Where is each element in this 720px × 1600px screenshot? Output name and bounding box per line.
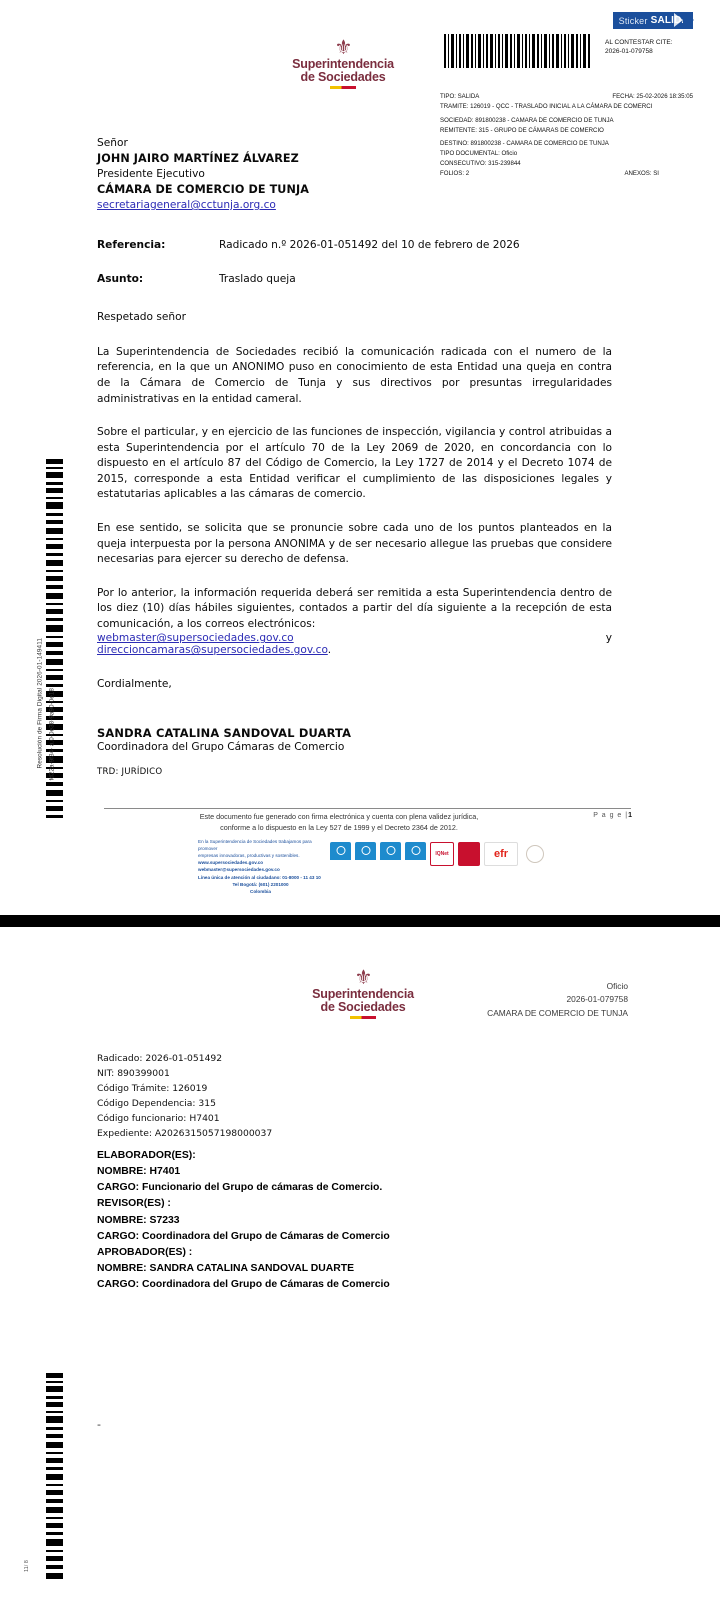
- digital-signature-stamp: [18, 455, 64, 825]
- sticker-sociedad: SOCIEDAD: 891800238 - CAMARA DE COMERCIO DE TUNJA: [440, 116, 614, 124]
- signoff-elaborador-label: ELABORADOR(ES):: [97, 1150, 196, 1161]
- reference-value: Radicado n.º 2026-01-051492 del 10 de febrero de 2026: [219, 238, 520, 251]
- logo-color-bar: [330, 86, 356, 89]
- page2-corner-code: 11/ 8: [24, 1560, 30, 1572]
- supersociedades-logo: [268, 38, 418, 89]
- meta-codigo-dependencia: Código Dependencia: 315: [97, 1097, 216, 1109]
- sticker-fecha: FECHA: 25-02-2026 18:35:05: [612, 93, 693, 100]
- signoff-revisor-nombre: NOMBRE: S7233: [97, 1214, 180, 1226]
- page2-doc-kind: Oficio: [606, 981, 628, 991]
- certification-seal-3-icon: [380, 842, 401, 866]
- sticker-tab: [613, 12, 693, 29]
- al-contestar-cite: [605, 38, 691, 57]
- page2-dash-marker: -: [97, 1418, 101, 1431]
- addressee-name: JOHN JAIRO MARTÍNEZ ÁLVAREZ: [97, 152, 299, 166]
- page-label: P a g e: [593, 812, 623, 819]
- icontec-seal-icon: [458, 842, 480, 866]
- signoff-aprobador-cargo: CARGO: Coordinadora del Grupo de Cámaras de Comercio: [97, 1279, 390, 1290]
- logo-line-2-page2: de Sociedades: [320, 1000, 406, 1015]
- page-separator: |: [625, 812, 629, 819]
- chevron-right-inner-icon: [674, 13, 683, 27]
- logo-line-2: de Sociedades: [300, 70, 386, 85]
- contact-email-1-link[interactable]: webmaster@supersociedades.gov.co: [97, 632, 294, 645]
- addressee-email-link[interactable]: secretariageneral@cctunja.org.co: [97, 198, 276, 211]
- emails-conjunction: y: [605, 632, 612, 645]
- footer-divider: [104, 808, 631, 809]
- sticker-tab-prefix: Sticker: [618, 15, 648, 26]
- signoff-aprobador-label: APROBADOR(ES) :: [97, 1246, 193, 1258]
- logo-line-1-page2: Superintendencia: [312, 987, 414, 1001]
- subject-value: Traslado queja: [219, 272, 296, 285]
- meta-codigo-tramite: Código Trámite: 126019: [97, 1082, 208, 1094]
- meta-radicado: Radicado: 2026-01-051492: [97, 1053, 223, 1064]
- certification-seal-4-icon: [405, 842, 426, 866]
- brand-line-1: En la Superintendencia de Sociedades trabajamos para promover: [198, 839, 312, 852]
- letter-paragraph-2: Sobre el particular, y en ejercicio de las funciones de inspección, vigilancia y control atribuidas a esta Superintendencia por el artículo 70 de la Ley 2069 de 2020, en concordancia con lo dispuesto en el artículo 87 del Código de Comercio, la Ley 1727 de 2014 y el Decreto 1074 de 2015, corresponde a esta Entidad verificar el cumplimiento de las disposiciones legales y estatutarias aplicables a las cámaras de comercio.: [97, 426, 612, 501]
- subject-label: Asunto:: [97, 272, 144, 285]
- page2-signoff-block: [97, 1148, 527, 1293]
- signer-role: Coordinadora del Grupo Cámaras de Comercio: [97, 741, 345, 754]
- page2-signature-barcode-image: [46, 1370, 63, 1585]
- sticker-tipo-documental: TIPO DOCUMENTAL: Oficio: [440, 150, 518, 158]
- sticker-consecutivo: CONSECUTIVO: 315-239844: [440, 160, 521, 168]
- addressee-block: [97, 136, 612, 213]
- signoff-elaborador-nombre: NOMBRE: H7401: [97, 1166, 181, 1178]
- meta-expediente: Expediente: A2026315057198000037: [97, 1127, 273, 1139]
- letter-paragraph-4: Por lo anterior, la información requerida deberá ser remitida a esta Superintendencia dentro de los diez (10) días hábiles siguientes, contados a partir del día siguiente a la recepción de esta comunicación, a los correos electrónicos:: [97, 586, 612, 630]
- letter-paragraph-3: En ese sentido, se solicita que se pronuncie sobre cada uno de los puntos planteados en la queja interpuesta por la persona ANONIMA y de ser necesario allegue las pruebas que considere necesarias para ejercer su derecho de defensa.: [97, 521, 612, 566]
- logo-color-bar-page2: [350, 1016, 376, 1019]
- page-separator-band: [0, 915, 720, 927]
- brand-hotline: Línea única de atención al ciudadano: 01-8000 - 11 43 10: [198, 874, 321, 880]
- cite-value: 2026-01-079758: [605, 48, 653, 56]
- chevron-right-icon: [683, 12, 694, 28]
- page2-doc-entity: CAMARA DE COMERCIO DE TUNJA: [487, 1007, 628, 1018]
- signer-name: SANDRA CATALINA SANDOVAL DUARTA: [97, 726, 352, 741]
- brand-country: Colombia: [250, 888, 271, 894]
- contact-emails: [97, 632, 612, 656]
- page2-doc-number: 2026-01-079758: [566, 994, 628, 1005]
- meta-codigo-funcionario: Código funcionario: H7401: [97, 1112, 220, 1124]
- iqnet-seal-icon: IQNet: [430, 842, 454, 866]
- brand-email: webmaster@supersociedades.gov.co: [198, 867, 280, 873]
- extra-seal-icon: [522, 842, 548, 866]
- footer-legal-line-1: Este documento fue generado con firma electrónica y cuenta con plena validez jurídica,: [199, 812, 479, 821]
- efr-seal-icon: efr: [484, 842, 518, 866]
- footer-legal-line-2: conforme a lo dispuesto en la Ley 527 de 1999 y el Decreto 2364 de 2012.: [220, 822, 458, 832]
- page-number-value: 1: [628, 812, 632, 819]
- addressee-salutation: Señor: [97, 137, 128, 149]
- signature-stamp-line-2: fd22a-9f34- a.0-0e38-9a90-0e18: [48, 688, 56, 781]
- brand-line-2: empresas innovadoras, productivas y sostenibles.: [198, 853, 300, 859]
- addressee-role: Presidente Ejecutivo: [97, 167, 205, 180]
- page2-digital-signature-stamp: [18, 1370, 64, 1585]
- cite-label: AL CONTESTAR CITE:: [605, 39, 673, 46]
- signoff-elaborador-cargo: CARGO: Funcionario del Grupo de cámaras de Comercio.: [97, 1182, 383, 1194]
- signoff-revisor-cargo: CARGO: Coordinadora del Grupo de Cámaras de Comercio: [97, 1230, 390, 1242]
- footer-brand-contact: [198, 838, 323, 895]
- letter-paragraph-1: La Superintendencia de Sociedades recibió la comunicación radicada con el numero de la referencia, en la que un ANONIMO puso en conocimiento de esta Entidad una queja en contra de la Cámara de Comercio de Tunja y sus directivos por presuntas irregularidades administrativas en la entidad cameral.: [97, 345, 612, 405]
- email-2-period: .: [327, 644, 332, 657]
- colombia-crest-icon-page2: ⚜: [354, 967, 372, 989]
- addressee-entity: CÁMARA DE COMERCIO DE TUNJA: [97, 182, 309, 196]
- colombia-crest-icon: ⚜: [334, 37, 352, 59]
- sticker-folios: FOLIOS: 2: [440, 170, 470, 178]
- trd-label: TRD: JURÍDICO: [97, 767, 163, 778]
- barcode-image: [442, 34, 594, 68]
- reference-row: [97, 239, 612, 251]
- signature-stamp-line-1: Resolución de Firma Digital 2026-01-149411: [36, 637, 44, 769]
- sticker-anexos: ANEXOS: SI: [624, 170, 659, 178]
- sticker-tipo: TIPO: SALIDA: [440, 93, 480, 100]
- certification-seal-2-icon: [355, 842, 376, 866]
- sticker-tab-label: SALIDA: [650, 15, 689, 26]
- brand-phone: Tel Bogotá: (601) 2201000: [232, 881, 289, 887]
- meta-nit: NIT: 890399001: [97, 1067, 170, 1079]
- sticker-body: [438, 34, 693, 178]
- letter-greeting: Respetado señor: [97, 310, 186, 323]
- page2-header-info: [487, 980, 628, 1020]
- supersociedades-logo-page2: [288, 968, 438, 1019]
- contact-email-2-link[interactable]: direccioncamaras@supersociedades.gov.co: [97, 644, 328, 657]
- subject-row: [97, 273, 612, 285]
- footer-legal-notice: [104, 812, 574, 834]
- letter-body: [97, 136, 612, 777]
- sticker-remitente: REMITENTE: 315 - GRUPO DE CÁMARAS DE COMERCIO: [440, 126, 604, 134]
- letter-closing: Cordialmente,: [97, 678, 172, 691]
- certification-seal-1-icon: [330, 842, 351, 866]
- page2-metadata-block: [97, 1052, 497, 1141]
- signoff-revisor-label: REVISOR(ES) :: [97, 1198, 171, 1210]
- reference-label: Referencia:: [97, 238, 166, 251]
- page-number-indicator: [593, 812, 632, 819]
- signoff-aprobador-nombre: NOMBRE: SANDRA CATALINA SANDOVAL DUARTE: [97, 1262, 355, 1274]
- certification-seals: [330, 842, 548, 866]
- logo-line-1: Superintendencia: [292, 57, 394, 71]
- sticker-tramite: TRAMITE: 126019 - QCC - TRASLADO INICIAL A LA CÁMARA DE COMERCI: [440, 102, 653, 110]
- sticker-destino: DESTINO: 891800238 - CAMARA DE COMERCIO DE TUNJA: [440, 140, 609, 148]
- brand-website: www.supersociedades.gov.co: [198, 860, 264, 866]
